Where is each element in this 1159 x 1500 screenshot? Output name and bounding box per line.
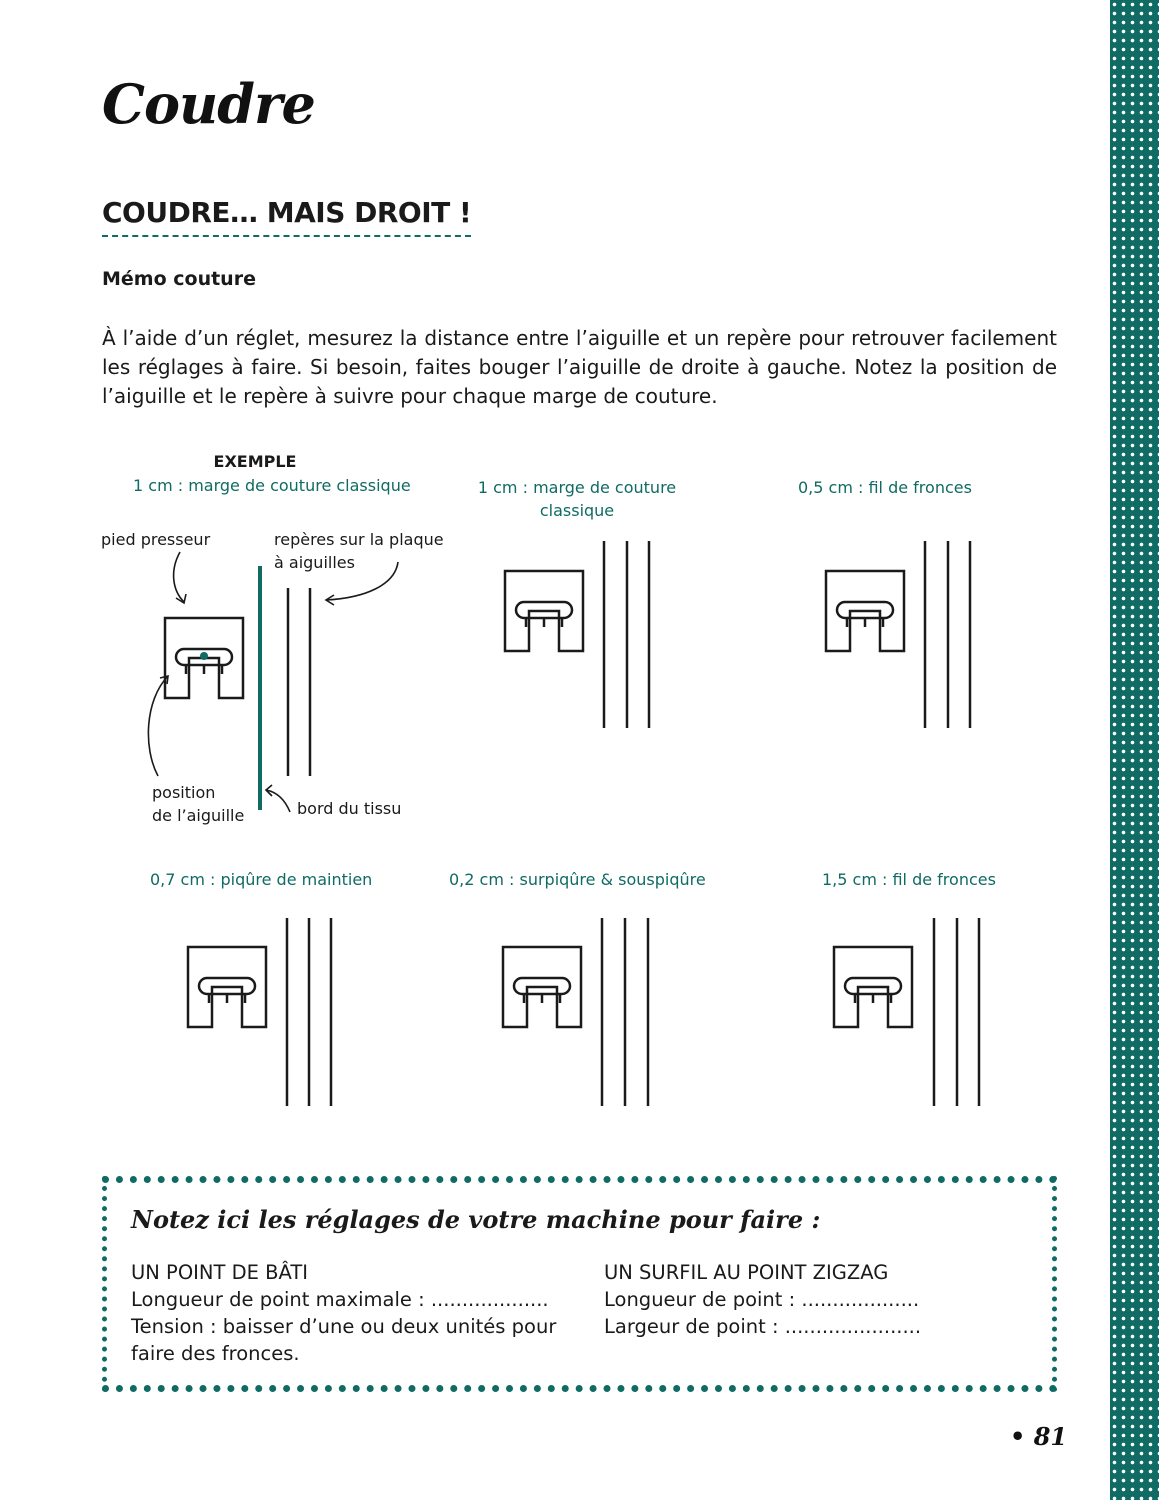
memo-title: Mémo couture bbox=[102, 268, 256, 290]
diagram-caption-1-line2: classique bbox=[539, 501, 615, 520]
label-reperes-line1: repères sur la plaque bbox=[274, 530, 444, 549]
diagram-caption-1-line1: 1 cm : marge de couture bbox=[477, 478, 677, 497]
needle-position-dot bbox=[200, 652, 208, 660]
foot-1 bbox=[505, 571, 583, 651]
zigzag-line1: Longueur de point : ................... bbox=[604, 1288, 920, 1311]
label-position-line2: de l’aiguille bbox=[152, 806, 245, 825]
arrow-pied-presseur bbox=[174, 552, 184, 602]
foot-3 bbox=[188, 947, 266, 1027]
diagram-caption-2: 0,5 cm : fil de fronces bbox=[798, 478, 972, 497]
diagram-caption-5: 1,5 cm : fil de fronces bbox=[822, 870, 996, 889]
label-pied-presseur: pied presseur bbox=[101, 530, 211, 549]
arrow-reperes bbox=[326, 562, 398, 600]
notes-right-column bbox=[604, 1259, 1024, 1340]
page-number: • 81 bbox=[1010, 1422, 1068, 1451]
bati-title: UN POINT DE BÂTI bbox=[131, 1261, 309, 1284]
zigzag-line2: Largeur de point : ...................... bbox=[604, 1315, 922, 1338]
notes-left-column bbox=[131, 1259, 571, 1367]
section-title: COUDRE… MAIS DROIT ! bbox=[102, 196, 471, 237]
page-title: Coudre bbox=[102, 72, 315, 136]
diagram-caption-3: 0,7 cm : piqûre de maintien bbox=[150, 870, 373, 889]
dotted-side-strip bbox=[1110, 0, 1159, 1500]
notes-heading: Notez ici les réglages de votre machine pour faire : bbox=[131, 1205, 821, 1234]
bati-line1: Longueur de point maximale : ................... bbox=[131, 1288, 549, 1311]
foot-2 bbox=[826, 571, 904, 651]
label-bord-tissu: bord du tissu bbox=[297, 799, 402, 818]
label-reperes-line2: à aiguilles bbox=[274, 553, 355, 572]
bati-line2: Tension : baisser d’une ou deux unités pour faire des fronces. bbox=[131, 1315, 557, 1365]
label-position-line1: position bbox=[152, 783, 216, 802]
example-caption: 1 cm : marge de couture classique bbox=[133, 476, 411, 495]
example-heading: EXEMPLE bbox=[213, 452, 297, 471]
diagram-caption-4: 0,2 cm : surpiqûre & souspiqûre bbox=[449, 870, 706, 889]
foot-5 bbox=[834, 947, 912, 1027]
zigzag-title: UN SURFIL AU POINT ZIGZAG bbox=[604, 1261, 889, 1284]
foot-4 bbox=[503, 947, 581, 1027]
notes-box bbox=[102, 1176, 1057, 1392]
intro-paragraph: À l’aide d’un réglet, mesurez la distance entre l’aiguille et un repère pour retrouver facilement les réglages à faire. Si besoin, faites bouger l’aiguille de droite à gauche. Notez la position de l’aiguille et le repère à suivre pour chaque marge de couture. bbox=[102, 326, 1057, 408]
